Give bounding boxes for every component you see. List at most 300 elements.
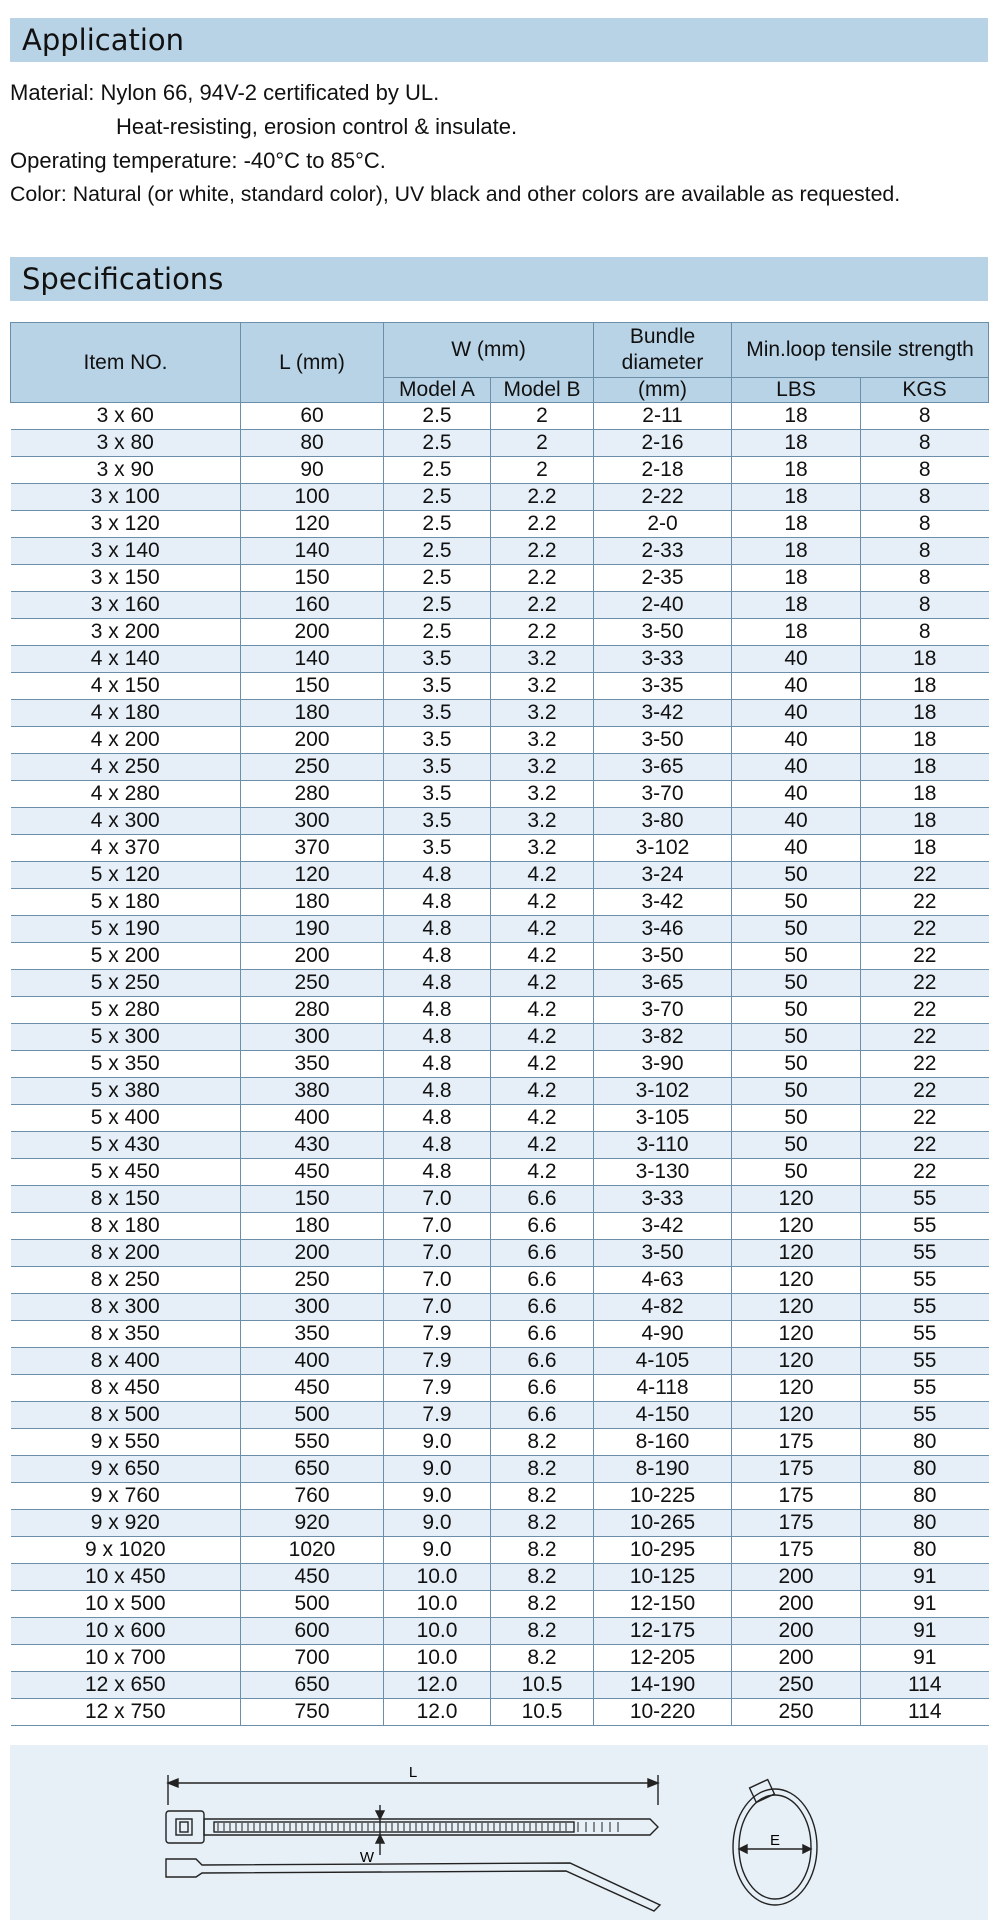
table-row <box>11 727 989 754</box>
table-row <box>11 1213 989 1240</box>
cell-bundle-diameter: 8-190 <box>594 1456 732 1483</box>
cell-item-no: 9 x 920 <box>11 1510 241 1537</box>
cell-length: 750 <box>241 1699 384 1726</box>
table-row <box>11 1402 989 1429</box>
cell-bundle-diameter: 4-82 <box>594 1294 732 1321</box>
cell-item-no: 9 x 1020 <box>11 1537 241 1564</box>
cell-bundle-diameter: 10-125 <box>594 1564 732 1591</box>
cell-width-model-b: 6.6 <box>491 1240 594 1267</box>
application-section-header <box>10 18 988 62</box>
cell-kgs: 55 <box>861 1402 989 1429</box>
cell-length: 100 <box>241 484 384 511</box>
cell-width-model-b: 6.6 <box>491 1294 594 1321</box>
cell-lbs: 50 <box>732 943 861 970</box>
cell-bundle-diameter: 3-82 <box>594 1024 732 1051</box>
cell-width-model-b: 10.5 <box>491 1699 594 1726</box>
cell-lbs: 50 <box>732 1024 861 1051</box>
cell-kgs: 22 <box>861 1132 989 1159</box>
col-header-model-a: Model A <box>384 378 491 403</box>
cell-kgs: 55 <box>861 1240 989 1267</box>
cell-kgs: 22 <box>861 943 989 970</box>
cell-bundle-diameter: 3-110 <box>594 1132 732 1159</box>
table-row <box>11 1159 989 1186</box>
cell-width-model-b: 4.2 <box>491 1132 594 1159</box>
cell-lbs: 18 <box>732 457 861 484</box>
cell-item-no: 8 x 250 <box>11 1267 241 1294</box>
cell-length: 180 <box>241 1213 384 1240</box>
col-header-length: L (mm) <box>241 323 384 403</box>
material-properties-line: Heat-resisting, erosion control & insulate. <box>116 114 518 139</box>
cell-lbs: 40 <box>732 727 861 754</box>
cell-lbs: 18 <box>732 538 861 565</box>
cell-bundle-diameter: 10-220 <box>594 1699 732 1726</box>
table-row <box>11 430 989 457</box>
cell-item-no: 8 x 450 <box>11 1375 241 1402</box>
cell-length: 550 <box>241 1429 384 1456</box>
cell-width-model-b: 8.2 <box>491 1510 594 1537</box>
cell-bundle-diameter: 2-11 <box>594 403 732 430</box>
cell-width-model-b: 3.2 <box>491 808 594 835</box>
cell-width-model-b: 3.2 <box>491 781 594 808</box>
cell-kgs: 22 <box>861 862 989 889</box>
cell-kgs: 55 <box>861 1186 989 1213</box>
table-row <box>11 511 989 538</box>
cell-length: 450 <box>241 1159 384 1186</box>
cell-bundle-diameter: 4-150 <box>594 1402 732 1429</box>
cell-length: 350 <box>241 1321 384 1348</box>
cell-width-model-b: 3.2 <box>491 673 594 700</box>
cell-item-no: 3 x 100 <box>11 484 241 511</box>
cell-length: 180 <box>241 700 384 727</box>
table-row <box>11 538 989 565</box>
cell-lbs: 40 <box>732 700 861 727</box>
cell-width-model-a: 2.5 <box>384 619 491 646</box>
cell-bundle-diameter: 2-40 <box>594 592 732 619</box>
cell-width-model-a: 2.5 <box>384 484 491 511</box>
cell-kgs: 22 <box>861 889 989 916</box>
cell-width-model-b: 3.2 <box>491 754 594 781</box>
cell-item-no: 3 x 60 <box>11 403 241 430</box>
cell-width-model-a: 2.5 <box>384 403 491 430</box>
cell-kgs: 22 <box>861 1051 989 1078</box>
cell-kgs: 8 <box>861 538 989 565</box>
cell-item-no: 10 x 500 <box>11 1591 241 1618</box>
cell-item-no: 8 x 500 <box>11 1402 241 1429</box>
col-header-bundle: Bundle diameter <box>594 323 732 378</box>
table-row <box>11 1078 989 1105</box>
cell-kgs: 18 <box>861 673 989 700</box>
cell-item-no: 8 x 350 <box>11 1321 241 1348</box>
cell-item-no: 3 x 150 <box>11 565 241 592</box>
cell-item-no: 12 x 650 <box>11 1672 241 1699</box>
table-row <box>11 1132 989 1159</box>
cell-lbs: 175 <box>732 1429 861 1456</box>
cell-width-model-b: 4.2 <box>491 889 594 916</box>
cell-width-model-a: 2.5 <box>384 565 491 592</box>
cell-item-no: 8 x 200 <box>11 1240 241 1267</box>
cell-kgs: 55 <box>861 1348 989 1375</box>
cell-item-no: 3 x 80 <box>11 430 241 457</box>
cell-item-no: 5 x 180 <box>11 889 241 916</box>
table-row <box>11 1699 989 1726</box>
cell-length: 60 <box>241 403 384 430</box>
cell-bundle-diameter: 8-160 <box>594 1429 732 1456</box>
table-row <box>11 1105 989 1132</box>
cell-width-model-b: 8.2 <box>491 1483 594 1510</box>
cell-width-model-a: 2.5 <box>384 538 491 565</box>
cell-width-model-a: 2.5 <box>384 592 491 619</box>
table-row <box>11 1375 989 1402</box>
cell-width-model-a: 3.5 <box>384 835 491 862</box>
cell-width-model-a: 3.5 <box>384 700 491 727</box>
cell-kgs: 80 <box>861 1483 989 1510</box>
table-row <box>11 1348 989 1375</box>
cell-item-no: 8 x 150 <box>11 1186 241 1213</box>
cell-lbs: 18 <box>732 403 861 430</box>
cell-bundle-diameter: 3-33 <box>594 1186 732 1213</box>
cell-width-model-a: 12.0 <box>384 1672 491 1699</box>
cell-length: 200 <box>241 943 384 970</box>
cell-length: 280 <box>241 997 384 1024</box>
cell-width-model-a: 4.8 <box>384 1132 491 1159</box>
color-line: Color: Natural (or white, standard color), UV black and other colors are available as requested. <box>10 182 901 206</box>
col-header-kgs: KGS <box>861 378 989 403</box>
cell-lbs: 175 <box>732 1483 861 1510</box>
cell-width-model-a: 9.0 <box>384 1537 491 1564</box>
cell-bundle-diameter: 4-90 <box>594 1321 732 1348</box>
cell-width-model-a: 4.8 <box>384 1159 491 1186</box>
cell-width-model-a: 3.5 <box>384 673 491 700</box>
cell-bundle-diameter: 3-102 <box>594 835 732 862</box>
cell-lbs: 40 <box>732 754 861 781</box>
cell-lbs: 40 <box>732 646 861 673</box>
cell-kgs: 22 <box>861 1024 989 1051</box>
cell-item-no: 5 x 350 <box>11 1051 241 1078</box>
cell-width-model-a: 10.0 <box>384 1591 491 1618</box>
specifications-title: Specifications <box>22 262 224 296</box>
cell-lbs: 50 <box>732 997 861 1024</box>
cell-bundle-diameter: 3-35 <box>594 673 732 700</box>
cell-width-model-a: 4.8 <box>384 1078 491 1105</box>
cell-kgs: 55 <box>861 1267 989 1294</box>
cell-length: 300 <box>241 1024 384 1051</box>
cell-item-no: 4 x 300 <box>11 808 241 835</box>
cell-length: 200 <box>241 619 384 646</box>
operating-temperature-line: Operating temperature: -40°C to 85°C. <box>10 148 386 173</box>
cell-length: 250 <box>241 970 384 997</box>
cell-item-no: 3 x 160 <box>11 592 241 619</box>
cell-kgs: 80 <box>861 1456 989 1483</box>
cell-length: 430 <box>241 1132 384 1159</box>
cell-width-model-b: 8.2 <box>491 1537 594 1564</box>
cell-kgs: 80 <box>861 1510 989 1537</box>
cell-width-model-a: 3.5 <box>384 781 491 808</box>
cell-bundle-diameter: 2-16 <box>594 430 732 457</box>
cell-width-model-b: 4.2 <box>491 1105 594 1132</box>
cell-kgs: 114 <box>861 1699 989 1726</box>
cell-item-no: 8 x 300 <box>11 1294 241 1321</box>
table-row <box>11 1564 989 1591</box>
cell-width-model-b: 6.6 <box>491 1267 594 1294</box>
cable-tie-drawing <box>10 1745 988 1920</box>
cell-kgs: 114 <box>861 1672 989 1699</box>
cell-width-model-a: 12.0 <box>384 1699 491 1726</box>
cell-lbs: 120 <box>732 1186 861 1213</box>
table-row <box>11 754 989 781</box>
cell-lbs: 120 <box>732 1267 861 1294</box>
cell-bundle-diameter: 3-70 <box>594 781 732 808</box>
cell-width-model-b: 2.2 <box>491 484 594 511</box>
cell-width-model-b: 3.2 <box>491 835 594 862</box>
cell-item-no: 3 x 90 <box>11 457 241 484</box>
cell-length: 180 <box>241 889 384 916</box>
cell-item-no: 10 x 600 <box>11 1618 241 1645</box>
cell-length: 200 <box>241 1240 384 1267</box>
cell-width-model-a: 7.9 <box>384 1348 491 1375</box>
cell-bundle-diameter: 10-295 <box>594 1537 732 1564</box>
col-header-item-no: Item NO. <box>11 323 241 403</box>
cell-lbs: 120 <box>732 1294 861 1321</box>
cell-lbs: 200 <box>732 1591 861 1618</box>
cell-item-no: 4 x 250 <box>11 754 241 781</box>
cell-bundle-diameter: 3-24 <box>594 862 732 889</box>
table-row <box>11 997 989 1024</box>
cell-length: 120 <box>241 511 384 538</box>
material-line: Material: Nylon 66, 94V-2 certificated by UL. <box>10 80 440 105</box>
cell-width-model-a: 10.0 <box>384 1564 491 1591</box>
table-row <box>11 700 989 727</box>
cell-item-no: 10 x 700 <box>11 1645 241 1672</box>
cell-lbs: 120 <box>732 1213 861 1240</box>
col-header-tensile: Min.loop tensile strength <box>732 323 989 378</box>
table-row <box>11 943 989 970</box>
cell-width-model-b: 8.2 <box>491 1456 594 1483</box>
cell-lbs: 40 <box>732 808 861 835</box>
cell-kgs: 18 <box>861 808 989 835</box>
cell-width-model-a: 3.5 <box>384 646 491 673</box>
cell-kgs: 8 <box>861 619 989 646</box>
cell-item-no: 10 x 450 <box>11 1564 241 1591</box>
cell-bundle-diameter: 10-265 <box>594 1510 732 1537</box>
cell-lbs: 18 <box>732 619 861 646</box>
cell-item-no: 4 x 180 <box>11 700 241 727</box>
cell-width-model-b: 10.5 <box>491 1672 594 1699</box>
cell-lbs: 18 <box>732 430 861 457</box>
cell-bundle-diameter: 2-22 <box>594 484 732 511</box>
cell-kgs: 80 <box>861 1537 989 1564</box>
cell-bundle-diameter: 3-50 <box>594 619 732 646</box>
cell-width-model-b: 6.6 <box>491 1375 594 1402</box>
cell-item-no: 4 x 280 <box>11 781 241 808</box>
cell-kgs: 8 <box>861 565 989 592</box>
cell-bundle-diameter: 4-105 <box>594 1348 732 1375</box>
cell-lbs: 120 <box>732 1240 861 1267</box>
cell-width-model-a: 4.8 <box>384 862 491 889</box>
table-row <box>11 970 989 997</box>
cell-bundle-diameter: 3-65 <box>594 970 732 997</box>
cell-item-no: 5 x 300 <box>11 1024 241 1051</box>
cell-length: 300 <box>241 1294 384 1321</box>
table-row <box>11 1510 989 1537</box>
cell-length: 1020 <box>241 1537 384 1564</box>
cell-width-model-b: 4.2 <box>491 1024 594 1051</box>
cell-bundle-diameter: 2-33 <box>594 538 732 565</box>
cell-kgs: 8 <box>861 457 989 484</box>
table-row <box>11 1456 989 1483</box>
cell-length: 120 <box>241 862 384 889</box>
cell-width-model-b: 2 <box>491 457 594 484</box>
cell-lbs: 50 <box>732 889 861 916</box>
cell-item-no: 3 x 120 <box>11 511 241 538</box>
cell-lbs: 18 <box>732 592 861 619</box>
cell-length: 200 <box>241 727 384 754</box>
cell-kgs: 18 <box>861 727 989 754</box>
table-row <box>11 1240 989 1267</box>
cable-tie-diagram <box>10 1745 988 1920</box>
cell-lbs: 50 <box>732 1051 861 1078</box>
cell-width-model-a: 7.0 <box>384 1186 491 1213</box>
cell-width-model-b: 4.2 <box>491 997 594 1024</box>
cell-kgs: 80 <box>861 1429 989 1456</box>
table-row <box>11 1294 989 1321</box>
cell-lbs: 40 <box>732 835 861 862</box>
cell-bundle-diameter: 3-70 <box>594 997 732 1024</box>
table-row <box>11 1537 989 1564</box>
cell-length: 400 <box>241 1105 384 1132</box>
cell-length: 760 <box>241 1483 384 1510</box>
cell-item-no: 4 x 370 <box>11 835 241 862</box>
cell-bundle-diameter: 12-205 <box>594 1645 732 1672</box>
cell-kgs: 91 <box>861 1618 989 1645</box>
cell-width-model-b: 6.6 <box>491 1402 594 1429</box>
cell-length: 140 <box>241 538 384 565</box>
cell-width-model-a: 3.5 <box>384 808 491 835</box>
cell-item-no: 5 x 190 <box>11 916 241 943</box>
cell-lbs: 50 <box>732 916 861 943</box>
cable-tie-icon <box>166 1775 817 1911</box>
cell-width-model-a: 4.8 <box>384 1024 491 1051</box>
table-row <box>11 916 989 943</box>
cell-bundle-diameter: 2-35 <box>594 565 732 592</box>
cell-bundle-diameter: 12-175 <box>594 1618 732 1645</box>
cell-length: 90 <box>241 457 384 484</box>
cell-width-model-a: 9.0 <box>384 1483 491 1510</box>
application-title: Application <box>22 23 185 57</box>
cell-item-no: 5 x 450 <box>11 1159 241 1186</box>
cell-bundle-diameter: 3-80 <box>594 808 732 835</box>
cell-length: 140 <box>241 646 384 673</box>
cell-kgs: 22 <box>861 1105 989 1132</box>
cell-length: 150 <box>241 1186 384 1213</box>
cell-bundle-diameter: 3-50 <box>594 943 732 970</box>
cell-item-no: 12 x 750 <box>11 1699 241 1726</box>
table-row <box>11 1186 989 1213</box>
cell-width-model-b: 3.2 <box>491 700 594 727</box>
cell-width-model-b: 3.2 <box>491 646 594 673</box>
cell-width-model-a: 10.0 <box>384 1618 491 1645</box>
cell-width-model-a: 3.5 <box>384 727 491 754</box>
table-row <box>11 484 989 511</box>
cell-lbs: 18 <box>732 484 861 511</box>
cell-kgs: 8 <box>861 430 989 457</box>
cell-bundle-diameter: 4-63 <box>594 1267 732 1294</box>
cell-width-model-b: 2.2 <box>491 619 594 646</box>
col-header-width: W (mm) <box>384 323 594 378</box>
cell-bundle-diameter: 3-102 <box>594 1078 732 1105</box>
cell-width-model-a: 7.9 <box>384 1375 491 1402</box>
cell-length: 600 <box>241 1618 384 1645</box>
cell-length: 920 <box>241 1510 384 1537</box>
cell-width-model-b: 4.2 <box>491 1078 594 1105</box>
cell-kgs: 18 <box>861 700 989 727</box>
cell-bundle-diameter: 3-33 <box>594 646 732 673</box>
cell-kgs: 22 <box>861 970 989 997</box>
cell-length: 190 <box>241 916 384 943</box>
cell-kgs: 22 <box>861 916 989 943</box>
table-row <box>11 862 989 889</box>
cell-width-model-a: 9.0 <box>384 1456 491 1483</box>
table-row <box>11 1618 989 1645</box>
table-row <box>11 1321 989 1348</box>
cell-item-no: 5 x 120 <box>11 862 241 889</box>
cell-bundle-diameter: 3-42 <box>594 889 732 916</box>
cell-item-no: 5 x 380 <box>11 1078 241 1105</box>
table-row <box>11 808 989 835</box>
table-row <box>11 1024 989 1051</box>
cell-kgs: 91 <box>861 1645 989 1672</box>
cell-kgs: 55 <box>861 1375 989 1402</box>
cell-width-model-a: 4.8 <box>384 970 491 997</box>
cell-width-model-a: 7.9 <box>384 1321 491 1348</box>
cell-length: 150 <box>241 673 384 700</box>
cell-lbs: 120 <box>732 1348 861 1375</box>
cell-bundle-diameter: 3-42 <box>594 700 732 727</box>
cell-width-model-b: 2 <box>491 430 594 457</box>
cell-bundle-diameter: 3-105 <box>594 1105 732 1132</box>
table-row <box>11 403 989 430</box>
cell-width-model-b: 6.6 <box>491 1321 594 1348</box>
cell-kgs: 8 <box>861 511 989 538</box>
cell-item-no: 9 x 760 <box>11 1483 241 1510</box>
table-row <box>11 646 989 673</box>
cell-kgs: 91 <box>861 1591 989 1618</box>
cell-width-model-b: 2.2 <box>491 565 594 592</box>
cell-length: 500 <box>241 1402 384 1429</box>
cell-item-no: 9 x 650 <box>11 1456 241 1483</box>
cell-bundle-diameter: 3-50 <box>594 1240 732 1267</box>
length-label: L <box>408 1764 418 1781</box>
specifications-section-header <box>10 257 988 301</box>
cell-width-model-b: 2.2 <box>491 538 594 565</box>
cell-item-no: 5 x 280 <box>11 997 241 1024</box>
cell-width-model-b: 3.2 <box>491 727 594 754</box>
cell-lbs: 250 <box>732 1672 861 1699</box>
cell-lbs: 50 <box>732 1078 861 1105</box>
table-row <box>11 1645 989 1672</box>
table-row <box>11 592 989 619</box>
cell-length: 400 <box>241 1348 384 1375</box>
col-header-lbs: LBS <box>732 378 861 403</box>
cell-kgs: 18 <box>861 781 989 808</box>
cell-width-model-b: 4.2 <box>491 1051 594 1078</box>
cell-width-model-b: 8.2 <box>491 1429 594 1456</box>
cell-length: 370 <box>241 835 384 862</box>
table-row <box>11 1429 989 1456</box>
cell-width-model-a: 7.0 <box>384 1213 491 1240</box>
table-row <box>11 1672 989 1699</box>
cell-item-no: 9 x 550 <box>11 1429 241 1456</box>
cell-bundle-diameter: 3-65 <box>594 754 732 781</box>
